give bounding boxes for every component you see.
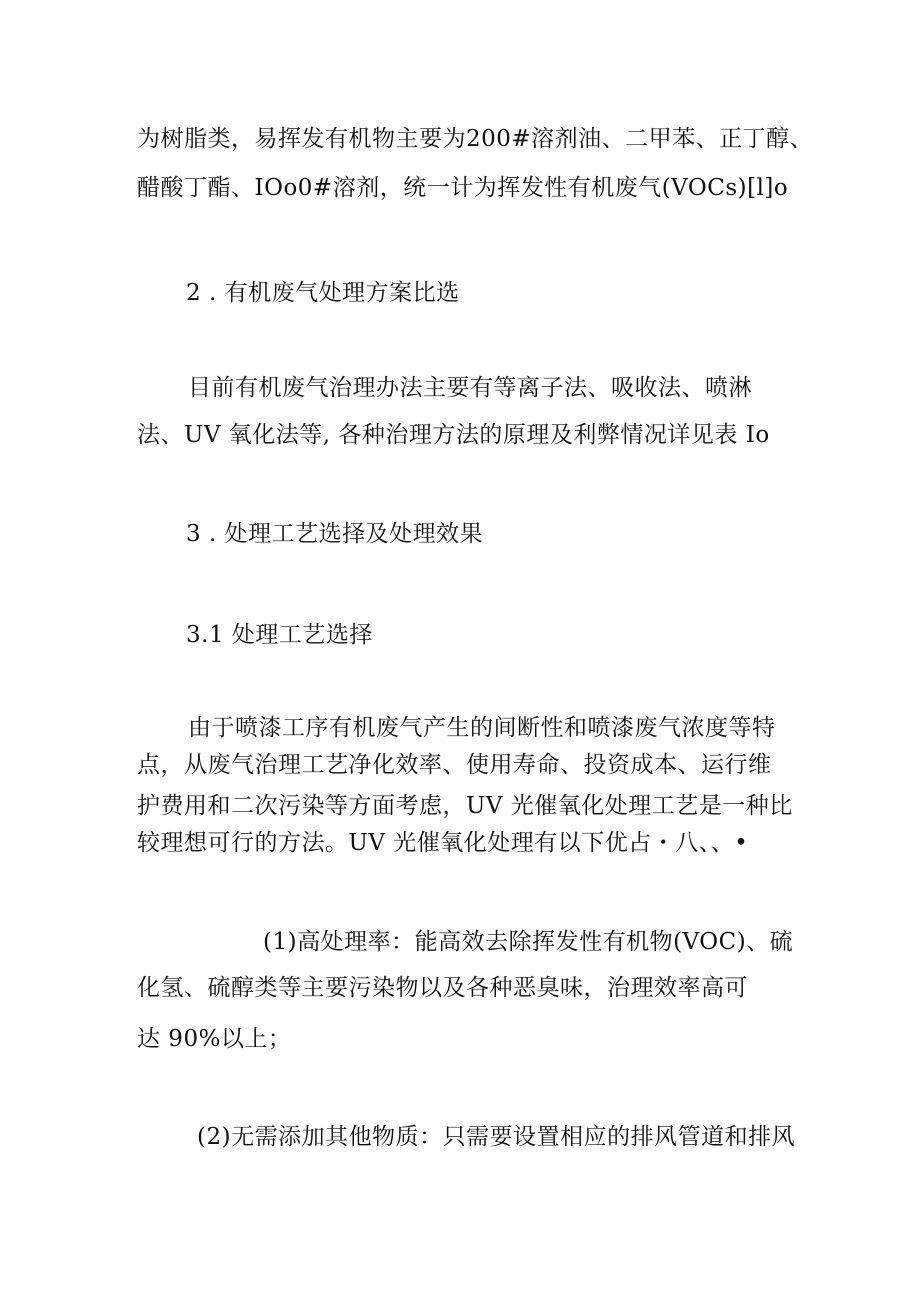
- section-2-heading: 2 . 有机废气处理方案比选: [186, 280, 460, 306]
- paragraph-3-line-1: 由于喷漆工序有机废气产生的间断性和喷漆废气浓度等特: [188, 715, 776, 741]
- section-3-heading: 3 . 处理工艺选择及处理效果: [186, 521, 484, 547]
- paragraph-3-line-4: 较理想可行的方法。UV 光催氧化处理有以下优占・八、、•: [137, 830, 749, 856]
- paragraph-1-line-2: 醋酸丁酯、IOo0#溶剂，统一计为挥发性有机废气(VOCs)[l]o: [137, 175, 789, 201]
- section-3-1-heading: 3.1 处理工艺选择: [186, 622, 373, 648]
- item-2-line-1: (2)无需添加其他物质：只需要设置相应的排风管道和排风: [197, 1124, 796, 1150]
- paragraph-2-line-1: 目前有机废气治理办法主要有等离子法、吸收法、喷淋: [188, 375, 752, 401]
- item-1-line-3: 达 90%以上；: [137, 1026, 292, 1052]
- paragraph-1-line-1: 为树脂类，易挥发有机物主要为200#溶剂油、二甲苯、正丁醇、: [137, 126, 814, 152]
- item-1-line-1: (1)高处理率：能高效去除挥发性有机物(VOC)、硫: [263, 929, 794, 955]
- paragraph-3-line-3: 护费用和二次污染等方面考虑，UV 光催氧化处理工艺是一种比: [137, 793, 793, 819]
- item-1-line-2: 化氢、硫醇类等主要污染物以及各种恶臭味，治理效率高可: [137, 975, 748, 1001]
- paragraph-2-line-2: 法、UV 氧化法等, 各种治理方法的原理及利弊情况详见表 Io: [137, 422, 770, 448]
- paragraph-3-line-2: 点，从废气治理工艺净化效率、使用寿命、投资成本、运行维: [137, 752, 772, 778]
